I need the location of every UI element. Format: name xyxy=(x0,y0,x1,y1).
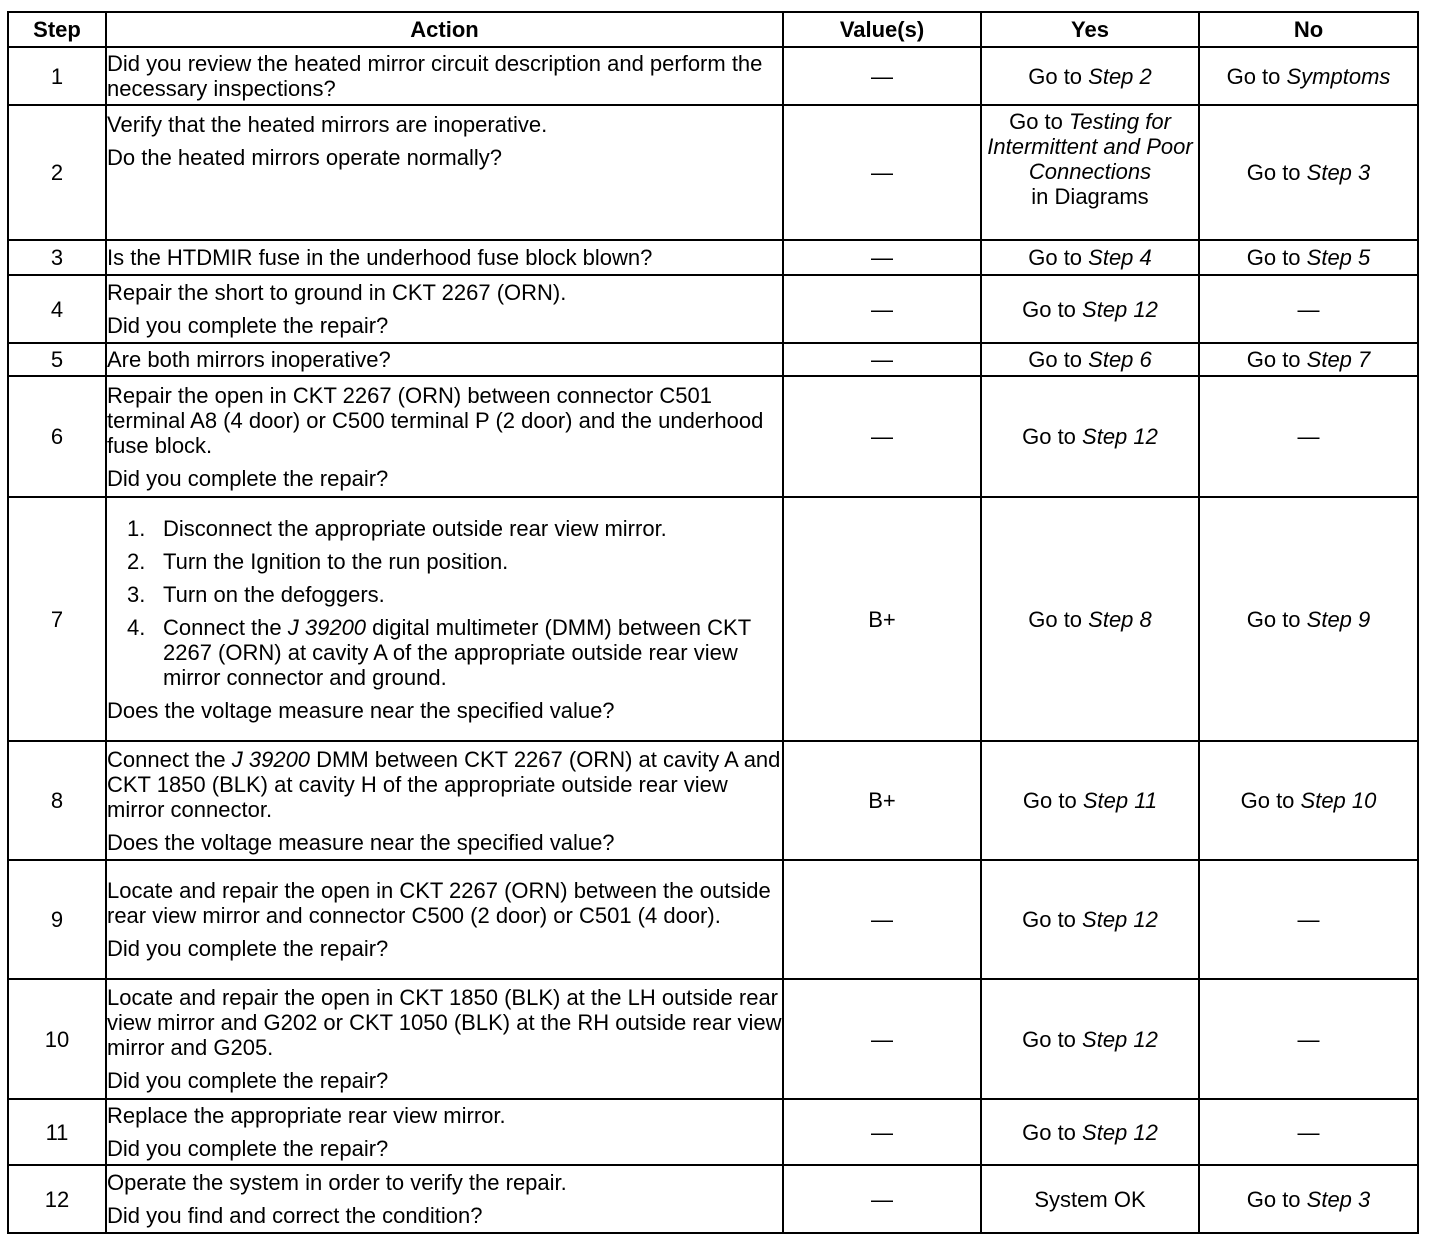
no-cell xyxy=(1199,47,1418,105)
header-values: Value(s) xyxy=(783,12,981,47)
yes-ref: Step 2 xyxy=(1088,63,1152,89)
action-cell xyxy=(106,741,783,860)
value-cell: — xyxy=(783,343,981,376)
header-action: Action xyxy=(106,12,783,47)
no-prefix: Go to xyxy=(1226,63,1287,89)
action-question: Did you complete the repair? xyxy=(107,936,389,961)
step-number: 9 xyxy=(8,860,106,979)
no-cell: — xyxy=(1199,1099,1418,1165)
yes-cell xyxy=(981,275,1199,343)
table-row xyxy=(8,105,1418,240)
yes-prefix: Go to xyxy=(1022,1026,1083,1052)
no-cell: — xyxy=(1199,979,1418,1099)
action-text: Connect the J 39200 DMM between CKT 2267 (ORN) at cavity A and CKT 1850 (BLK) at cavity H of the appropriate outside rear view mirror connector. xyxy=(107,746,781,822)
value-cell: — xyxy=(783,47,981,105)
value-cell: — xyxy=(783,1099,981,1165)
yes-prefix: Go to xyxy=(1022,1119,1083,1145)
diagnostic-table xyxy=(7,11,1419,1234)
action-text: Are both mirrors inoperative? xyxy=(107,347,391,372)
value-cell: — xyxy=(783,1165,981,1233)
action-cell xyxy=(106,105,783,240)
yes-suffix: Diagrams xyxy=(1054,184,1149,209)
yes-ref: Step 11 xyxy=(1082,788,1158,813)
value-cell: B+ xyxy=(783,741,981,860)
step-number: 11 xyxy=(8,1099,106,1165)
action-cell xyxy=(106,343,783,376)
action-question: Does the voltage measure near the specified value? xyxy=(107,829,615,855)
table-row xyxy=(8,47,1418,105)
yes-ref: Step 4 xyxy=(1088,245,1152,270)
yes-cell xyxy=(981,1099,1199,1165)
action-question: Did you complete the repair? xyxy=(107,1068,389,1093)
tool-ref: J 39200 xyxy=(287,614,367,640)
step-number: 6 xyxy=(8,376,106,497)
list-item: 3. Turn on the defoggers. xyxy=(127,581,385,607)
no-cell xyxy=(1199,1165,1418,1233)
step-number: 2 xyxy=(8,105,106,240)
action-cell xyxy=(106,275,783,343)
table-row xyxy=(8,275,1418,343)
yes-prefix: Go to xyxy=(1022,296,1083,322)
yes-cell xyxy=(981,979,1199,1099)
yes-prefix: Go to xyxy=(1022,424,1083,449)
table-row xyxy=(8,1165,1418,1233)
yes-ref: Testing for Intermittent and Poor Connections xyxy=(987,109,1193,184)
step-number: 7 xyxy=(8,497,106,741)
yes-prefix: Go to xyxy=(1028,63,1089,89)
no-ref: Step 9 xyxy=(1306,606,1371,632)
yes-prefix: Go to xyxy=(1028,245,1089,270)
no-prefix: Go to xyxy=(1246,606,1307,632)
yes-cell xyxy=(981,343,1199,376)
yes-ref: Step 12 xyxy=(1082,907,1158,932)
yes-cell xyxy=(981,240,1199,275)
action-question: Did you find and correct the condition? xyxy=(107,1203,483,1228)
action-question: Do the heated mirrors operate normally? xyxy=(107,145,502,170)
header-yes: Yes xyxy=(981,12,1199,47)
action-cell xyxy=(106,979,783,1099)
header-no: No xyxy=(1199,12,1418,47)
no-cell xyxy=(1199,240,1418,275)
table-row xyxy=(8,497,1418,741)
action-question: Did you complete the repair? xyxy=(107,465,389,491)
action-question: Did you complete the repair? xyxy=(107,1136,389,1161)
yes-ref: Step 12 xyxy=(1082,296,1158,322)
action-text: Repair the open in CKT 2267 (ORN) between connector C501 terminal A8 (4 door) or C500 terminal P (2 door) and the underhood fuse block. xyxy=(107,382,764,458)
table-row xyxy=(8,376,1418,497)
no-prefix: Go to xyxy=(1246,245,1307,270)
no-ref: Step 3 xyxy=(1306,1186,1371,1212)
step-number: 5 xyxy=(8,343,106,376)
no-cell xyxy=(1199,105,1418,240)
value-cell: — xyxy=(783,376,981,497)
no-cell: — xyxy=(1199,860,1418,979)
yes-ref: Step 12 xyxy=(1082,1026,1158,1052)
action-text: Operate the system in order to verify the repair. xyxy=(107,1170,567,1195)
action-text: Locate and repair the open in CKT 2267 (ORN) between the outside rear view mirror and connector C500 (2 door) or C501 (4 door). xyxy=(107,878,771,928)
list-item: 1. Disconnect the appropriate outside rear view mirror. xyxy=(127,515,667,541)
action-cell xyxy=(106,240,783,275)
list-item: 4. Connect the J 39200 digital multimeter (DMM) between CKT 2267 (ORN) at cavity A of the appropriate outside rear view mirror connector and ground. xyxy=(127,614,751,690)
table-row xyxy=(8,860,1418,979)
action-text: Did you review the heated mirror circuit description and perform the necessary inspections? xyxy=(107,51,763,101)
yes-prefix: Go to xyxy=(1028,347,1089,372)
table-row xyxy=(8,741,1418,860)
no-prefix: Go to xyxy=(1240,788,1301,813)
action-text: Replace the appropriate rear view mirror. xyxy=(107,1103,506,1128)
yes-ref: Step 12 xyxy=(1082,424,1158,449)
action-cell xyxy=(106,47,783,105)
yes-ref: Step 6 xyxy=(1088,347,1152,372)
value-cell: B+ xyxy=(783,497,981,741)
yes-prefix: Go to xyxy=(1028,606,1089,632)
no-cell xyxy=(1199,497,1418,741)
yes-cell xyxy=(981,860,1199,979)
yes-prefix: Go to xyxy=(1022,907,1083,932)
action-steps-list xyxy=(107,516,782,690)
action-text: Repair the short to ground in CKT 2267 (ORN). xyxy=(107,280,567,305)
no-cell: — xyxy=(1199,376,1418,497)
action-cell xyxy=(106,1165,783,1233)
yes-cell xyxy=(981,47,1199,105)
action-cell xyxy=(106,1099,783,1165)
no-ref: Symptoms xyxy=(1286,63,1391,89)
action-question: Does the voltage measure near the specified value? xyxy=(107,697,615,723)
step-number: 10 xyxy=(8,979,106,1099)
yes-cell: System OK xyxy=(981,1165,1199,1233)
no-ref: Step 10 xyxy=(1300,788,1377,813)
action-cell xyxy=(106,860,783,979)
table-row xyxy=(8,1099,1418,1165)
value-cell: — xyxy=(783,240,981,275)
no-prefix: Go to xyxy=(1246,347,1307,372)
step-number: 3 xyxy=(8,240,106,275)
yes-prefix: Go to xyxy=(1009,109,1069,134)
table-row xyxy=(8,240,1418,275)
value-cell: — xyxy=(783,275,981,343)
yes-cell xyxy=(981,376,1199,497)
yes-cell xyxy=(981,497,1199,741)
action-question: Did you complete the repair? xyxy=(107,313,389,338)
yes-cell xyxy=(981,741,1199,860)
header-step: Step xyxy=(8,12,106,47)
step-number: 4 xyxy=(8,275,106,343)
value-cell: — xyxy=(783,979,981,1099)
no-cell xyxy=(1199,741,1418,860)
yes-cell xyxy=(981,105,1199,240)
no-cell: — xyxy=(1199,275,1418,343)
yes-ref: Step 12 xyxy=(1082,1119,1158,1145)
table-row xyxy=(8,979,1418,1099)
no-ref: Step 5 xyxy=(1306,245,1371,270)
yes-ref: Step 8 xyxy=(1088,606,1152,632)
step-number: 1 xyxy=(8,47,106,105)
tool-ref: J 39200 xyxy=(231,746,311,772)
no-prefix: Go to xyxy=(1246,160,1307,185)
no-ref: Step 3 xyxy=(1306,160,1371,185)
action-cell xyxy=(106,497,783,741)
no-cell xyxy=(1199,343,1418,376)
value-cell: — xyxy=(783,105,981,240)
action-text: Is the HTDMIR fuse in the underhood fuse block blown? xyxy=(107,245,653,270)
action-text: Verify that the heated mirrors are inoperative. xyxy=(107,112,548,137)
value-cell: — xyxy=(783,860,981,979)
yes-in: in xyxy=(1031,184,1049,209)
list-item: 2. Turn the Ignition to the run position. xyxy=(127,548,509,574)
table-row xyxy=(8,343,1418,376)
no-ref: Step 7 xyxy=(1306,347,1371,372)
yes-prefix: Go to xyxy=(1022,788,1083,813)
header-row xyxy=(8,12,1418,47)
step-number: 8 xyxy=(8,741,106,860)
action-cell xyxy=(106,376,783,497)
no-prefix: Go to xyxy=(1246,1186,1307,1212)
step-number: 12 xyxy=(8,1165,106,1233)
action-text: Locate and repair the open in CKT 1850 (BLK) at the LH outside rear view mirror and G202 or CKT 1050 (BLK) at the RH outside rear view mirror and G205. xyxy=(107,985,782,1060)
